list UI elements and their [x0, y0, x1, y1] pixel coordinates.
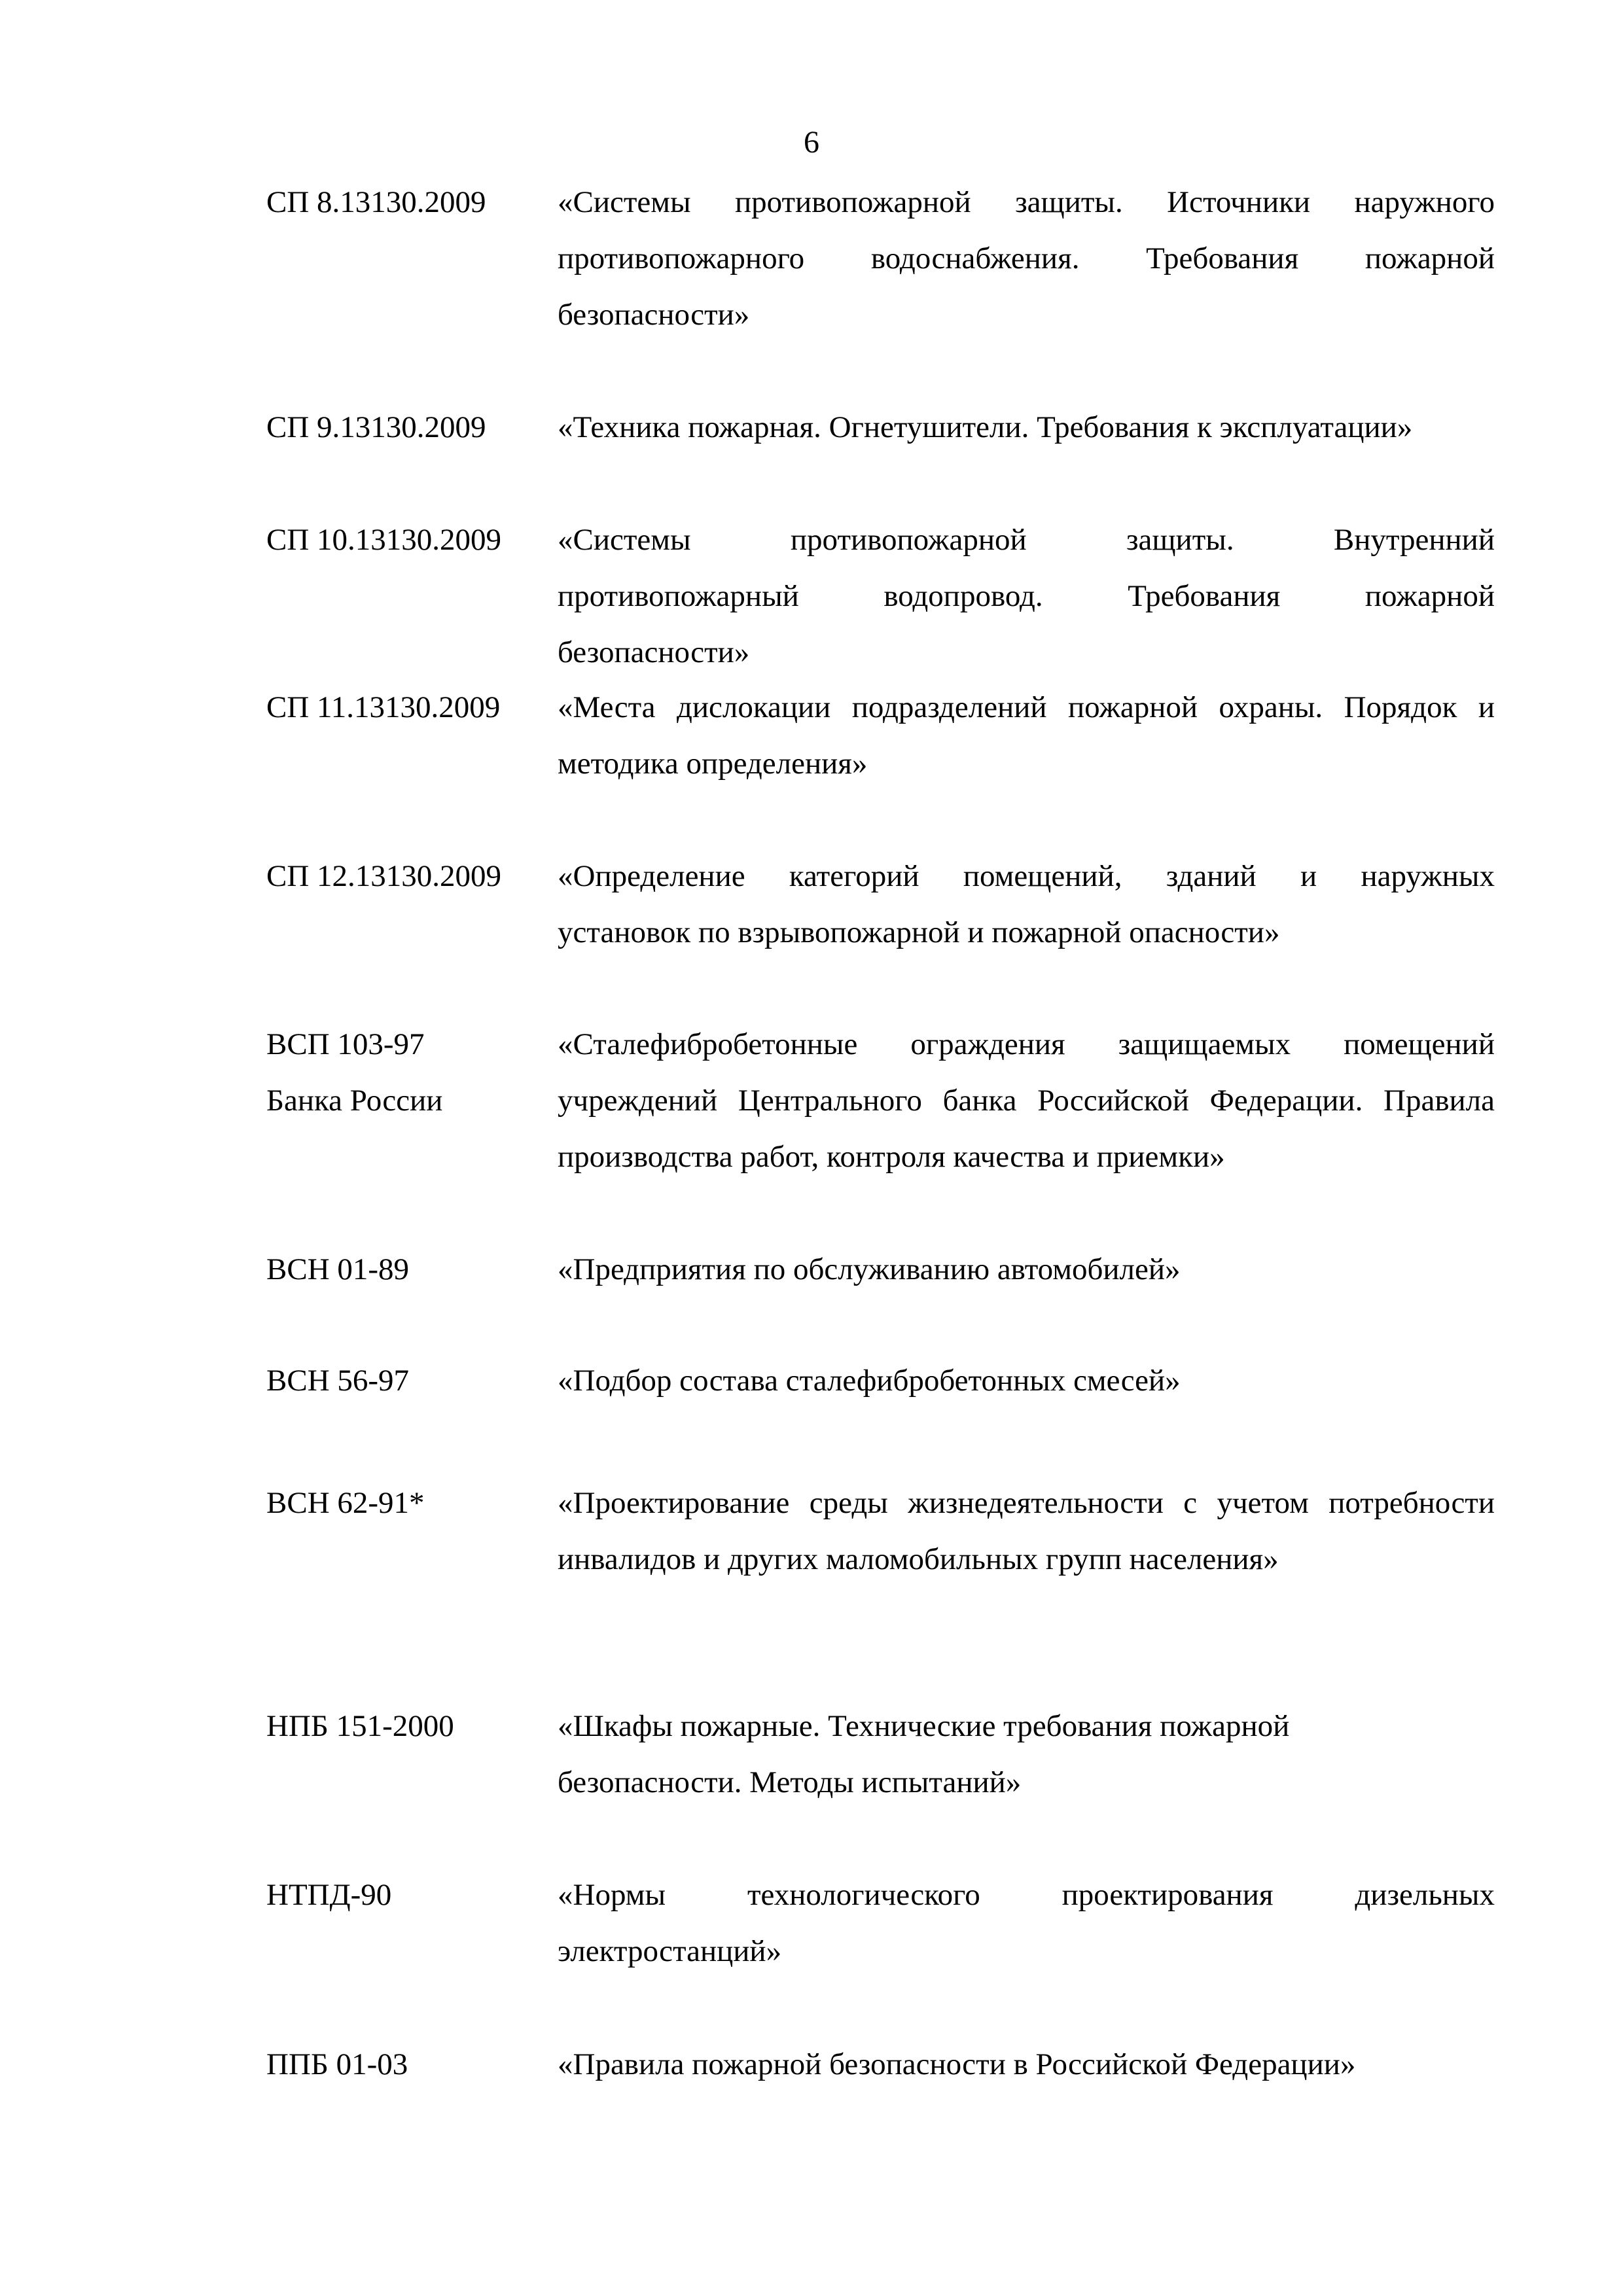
reference-code [266, 1698, 548, 1754]
reference-code-line: НПБ 151-2000 [266, 1709, 454, 1743]
reference-code [266, 174, 548, 230]
reference-title-line: производства работ, контроля качества и приемки» [558, 1140, 1225, 1174]
reference-title [558, 848, 1495, 961]
reference-title [558, 2036, 1495, 2093]
reference-code-line: ВСН 56-97 [266, 1364, 410, 1398]
reference-title-line: «Места дислокации подразделений пожарной охраны. Порядок и [558, 690, 1495, 724]
reference-code [266, 679, 548, 735]
reference-code-line: СП 8.13130.2009 [266, 185, 486, 219]
reference-code-line: СП 11.13130.2009 [266, 690, 501, 724]
reference-code-line: ППБ 01-03 [266, 2047, 408, 2081]
reference-code [266, 399, 548, 455]
reference-code [266, 848, 548, 904]
reference-title [558, 512, 1495, 680]
reference-title-line: безопасности» [558, 635, 750, 669]
reference-code [266, 1867, 548, 1923]
reference-title-line: «Системы противопожарной защиты. Источники наружного [558, 185, 1495, 219]
reference-title [558, 1241, 1495, 1298]
reference-title-line: «Системы противопожарной защиты. Внутренний [558, 523, 1495, 557]
reference-title-line: электростанций» [558, 1934, 782, 1968]
reference-title [558, 679, 1495, 792]
reference-title-line: методика определения» [558, 747, 868, 781]
reference-code-line: СП 10.13130.2009 [266, 523, 502, 557]
reference-code [266, 512, 548, 568]
reference-title-line: противопожарного водоснабжения. Требования пожарной [558, 241, 1495, 275]
reference-code-line: ВСН 62-91* [266, 1486, 425, 1520]
reference-code [266, 1016, 548, 1129]
reference-code-line: НТПД-90 [266, 1878, 392, 1912]
reference-code-line: Банка России [266, 1084, 443, 1118]
reference-title [558, 1867, 1495, 1979]
reference-title-line: «Шкафы пожарные. Технические требования пожарной [558, 1709, 1290, 1743]
reference-title-line: «Правила пожарной безопасности в Российской Федерации» [558, 2047, 1356, 2081]
reference-code-line: ВСП 103-97 [266, 1027, 425, 1061]
reference-title-line: безопасности. Методы испытаний» [558, 1765, 1022, 1799]
reference-title-line: «Подбор состава сталефибробетонных смесей» [558, 1364, 1181, 1398]
reference-code-line: СП 12.13130.2009 [266, 859, 502, 893]
reference-title-line: учреждений Центрального банка Российской Федерации. Правила [558, 1084, 1495, 1118]
reference-code-line: ВСН 01-89 [266, 1252, 410, 1286]
reference-title-line: «Нормы технологического проектирования дизельных [558, 1878, 1495, 1912]
reference-code [266, 1352, 548, 1409]
reference-title [558, 1475, 1495, 1587]
reference-title-line: «Сталефибробетонные ограждения защищаемых помещений [558, 1027, 1495, 1061]
reference-title [558, 1352, 1495, 1409]
reference-title-line: безопасности» [558, 298, 750, 332]
reference-title-line: «Техника пожарная. Огнетушители. Требования к эксплуатации» [558, 410, 1413, 444]
reference-title-line: «Определение категорий помещений, зданий и наружных [558, 859, 1495, 893]
reference-code [266, 1241, 548, 1298]
reference-title-line: «Предприятия по обслуживанию автомобилей» [558, 1252, 1181, 1286]
reference-title [558, 174, 1495, 343]
reference-title [558, 1016, 1495, 1185]
reference-title-line: установок по взрывопожарной и пожарной опасности» [558, 915, 1280, 949]
page-number: 6 [804, 125, 819, 160]
reference-title-line: «Проектирование среды жизнедеятельности с учетом потребности [558, 1486, 1495, 1520]
reference-title [558, 399, 1495, 455]
reference-code [266, 1475, 548, 1531]
reference-code [266, 2036, 548, 2093]
reference-code-line: СП 9.13130.2009 [266, 410, 486, 444]
reference-title [558, 1698, 1495, 1810]
reference-title-line: инвалидов и других маломобильных групп населения» [558, 1542, 1279, 1576]
reference-title-line: противопожарный водопровод. Требования пожарной [558, 579, 1495, 613]
